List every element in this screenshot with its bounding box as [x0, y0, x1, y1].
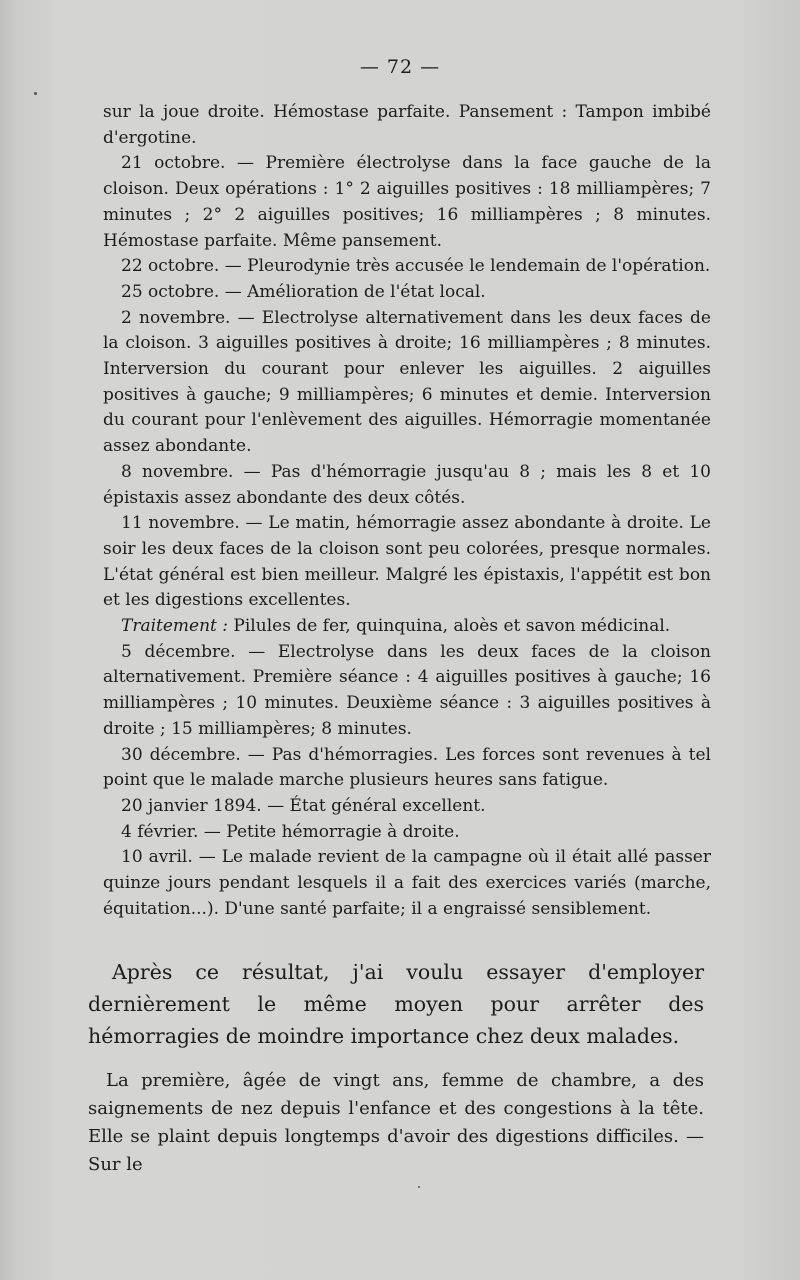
traitement-text: Pilules de fer, quinquina, aloès et savon médicinal.: [228, 616, 671, 637]
page-number: — 72 —: [359, 56, 441, 78]
paragraph-4-fevrier: 4 février. — Petite hémorragie à droite.: [121, 821, 460, 842]
paragraph-21-octobre: 21 octobre. — Première électrolyse dans la face gauche de la cloison. Deux opérations : 1° 2 aiguilles positives : 18 milliampères; 7 minutes ; 2° 2 aiguilles positives; 16 milliampères ; 8 minutes. Hémostase parfaite. Même pansement.: [103, 153, 711, 251]
paragraph-22-octobre: 22 octobre. — Pleurodynie très accusée le lendemain de l'opération.: [121, 256, 711, 277]
paragraph-traitement: [103, 614, 711, 640]
paragraph-continuation: sur la joue droite. Hémostase parfaite. Pansement : Tampon imbibé d'ergotine.: [103, 102, 711, 148]
paragraph-11-novembre: 11 novembre. — Le matin, hémorragie assez abondante à droite. Le soir les deux faces de la cloison sont peu colorées, presque normales. L'état général est bien meilleur. Malgré les épistaxis, l'appétit est bon et les digestions excellentes.: [103, 513, 711, 611]
paragraph-30-decembre: 30 décembre. — Pas d'hémorragies. Les forces sont revenues à tel point que le malade marche plusieurs heures sans fatigue.: [103, 744, 711, 791]
paragraph-apres-ce-resultat: Après ce résultat, j'ai voulu essayer d'employer dernièrement le même moyen pour arrêter des hémorragies de moindre importance chez deux malades.: [88, 960, 704, 1048]
paragraph-25-octobre: 25 octobre. — Amélioration de l'état local.: [121, 281, 486, 302]
paragraph-la-premiere: La première, âgée de vingt ans, femme de chambre, a des saignements de nez depuis l'enfance et des congestions à la tête. Elle se plaint depuis longtemps d'avoir des digestions difficiles. — Sur le: [88, 1070, 704, 1175]
paper-speck: [34, 92, 37, 95]
paragraph-5-decembre: 5 décembre. — Electrolyse dans les deux faces de la cloison alternativement. Première séance : 4 aiguilles positives à gauche; 16 milliampères ; 10 minutes. Deuxième séance : 3 aiguilles positives à droite ; 15 milliampères; 8 minutes.: [103, 641, 711, 739]
paragraph-10-avril: 10 avril. — Le malade revient de la campagne où il était allé passer quinze jours pendant lesquels il a fait des exercices variés (marche, équitation...). D'une santé parfaite; il a engraissé sensiblement.: [103, 847, 711, 919]
traitement-label: Traitement :: [121, 616, 229, 637]
summary-section: [88, 956, 704, 1052]
paragraph-8-novembre: 8 novembre. — Pas d'hémorragie jusqu'au 8 ; mais les 8 et 10 épistaxis assez abondante des deux côtés.: [103, 461, 711, 508]
paragraph-20-janvier: 20 janvier 1894. — État général excellent.: [121, 795, 486, 816]
next-case-section: [88, 1067, 704, 1179]
paper-speck: [418, 1186, 420, 1188]
paragraph-2-novembre: 2 novembre. — Electrolyse alternativement dans les deux faces de la cloison. 3 aiguilles positives à droite; 16 milliampères ; 8 minutes. Interversion du courant pour enlever les aiguilles. 2 aiguilles positives à gauche; 9 milliampères; 6 minutes et demie. Interversion du courant pour l'enlèvement des aiguilles. Hémorragie momentanée assez abondante.: [103, 307, 711, 457]
case-notes: [103, 100, 711, 923]
